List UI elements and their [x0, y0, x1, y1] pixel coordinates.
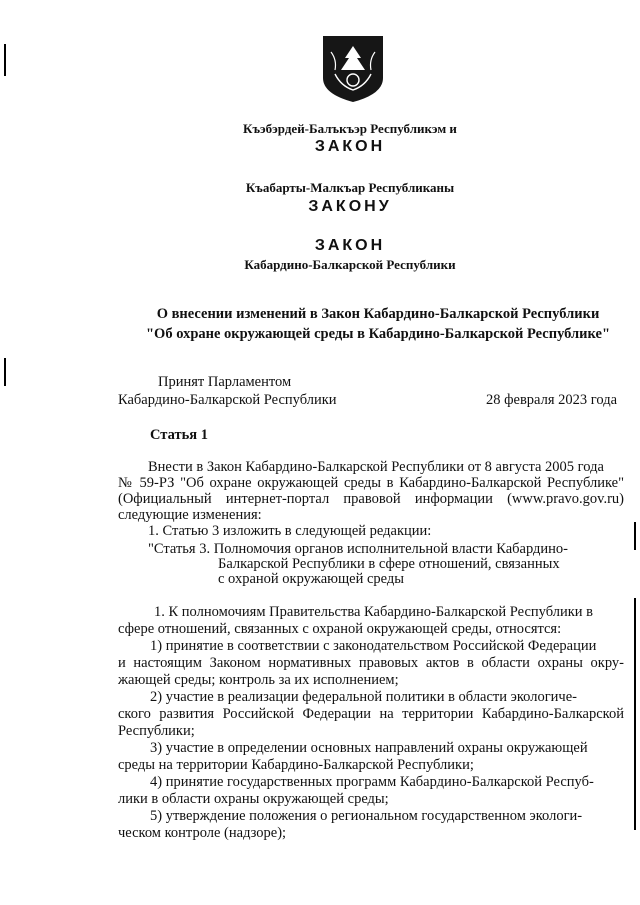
scan-mark-left-mid — [4, 358, 6, 386]
body-line-8: Республики; — [118, 723, 195, 739]
body-line-6: 2) участие в реализации федеральной политики в области экологиче- — [150, 689, 577, 705]
body-line-5: жающей среды; контроль за их исполнением; — [118, 672, 399, 688]
title-line-1: О внесении изменений в Закон Кабардино-Балкарской Республики — [156, 306, 600, 322]
body-line-10: среды на территории Кабардино-Балкарской Республики; — [118, 757, 474, 773]
quote-line-3: с охраной окружающей среды — [218, 571, 405, 587]
scan-mark-right-mid — [634, 522, 636, 550]
balkar-law-heading: ЗАКОНУ — [308, 198, 392, 215]
russian-law-heading: ЗАКОН — [314, 237, 386, 254]
intro-line-2: № 59-РЗ "Об охране окружающей среды в Кабардино-Балкарской Республике" — [118, 475, 624, 491]
document-title — [118, 304, 638, 344]
adoption-date: 28 февраля 2023 года — [486, 392, 618, 408]
coat-of-arms-icon — [321, 34, 385, 104]
quote-line-1: "Статья 3. Полномочия органов исполнительной власти Кабардино- — [148, 541, 569, 557]
intro-line-3: (Официальный интернет-портал правовой информации (www.pravo.gov.ru) — [118, 491, 624, 507]
body-line-2: сфере отношений, связанных с охраной окружающей среды, относятся: — [118, 621, 562, 637]
balkar-republic-line: Къабарты-Малкъар Республиканы — [245, 180, 455, 195]
body-line-11: 4) принятие государственных программ Кабардино-Балкарской Респуб- — [150, 774, 594, 790]
kabardian-republic-line: Къэбэрдей-Балъкъэр Республикэм и — [243, 121, 457, 136]
body-line-4: и настоящим Законом нормативных правовых актов в области охраны окру- — [118, 655, 624, 671]
body-line-3: 1) принятие в соответствии с законодательством Российской Федерации — [150, 638, 597, 654]
body-line-9: 3) участие в определении основных направлений охраны окружающей — [150, 740, 588, 756]
kabardian-law-heading: ЗАКОН — [314, 138, 386, 155]
body-line-1: 1. К полномочиям Правительства Кабардино-Балкарской Республики в — [154, 604, 594, 620]
body-line-13: 5) утверждение положения о региональном государственном экологи- — [150, 808, 583, 824]
item-1: 1. Статью 3 изложить в следующей редакции: — [148, 523, 432, 539]
quote-line-2: Балкарской Республики в сфере отношений, связанных — [218, 556, 560, 572]
adopted-republic-line: Кабардино-Балкарской Республики — [118, 392, 337, 408]
scan-mark-left-top — [4, 44, 6, 76]
intro-line-4: следующие изменения: — [118, 507, 262, 523]
title-line-2: "Об охране окружающей среды в Кабардино-Балкарской Республике" — [145, 326, 611, 342]
body-line-7: ского развития Российской Федерации на территории Кабардино-Балкарской — [118, 706, 624, 722]
article-heading: Статья 1 — [150, 427, 208, 443]
body-line-12: лики в области охраны окружающей среды; — [118, 791, 389, 807]
russian-republic-line: Кабардино-Балкарской Республики — [244, 257, 456, 272]
intro-line-1: Внести в Закон Кабардино-Балкарской Республики от 8 августа 2005 года — [148, 459, 604, 475]
body-line-14: ческом контроле (надзоре); — [118, 825, 287, 841]
adopted-by-line: Принят Парламентом — [158, 374, 292, 390]
scan-mark-right-low — [634, 598, 636, 830]
